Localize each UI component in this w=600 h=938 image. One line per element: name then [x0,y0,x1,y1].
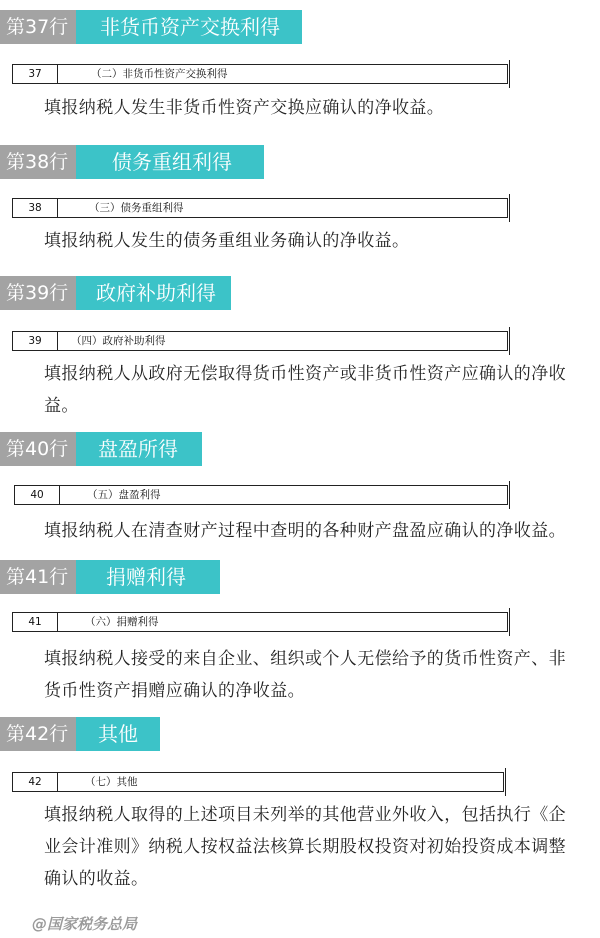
row-item: （七）其他 [85,776,138,788]
form-row [12,331,508,351]
section-header [0,10,302,44]
section-title: 非货币资产交换利得 [76,10,302,44]
row-item: （二）非货币性资产交换利得 [91,68,228,80]
description: 填报纳税人从政府无偿取得货币性资产或非货币性资产应确认的净收益。 [44,364,566,416]
form-row [12,198,508,218]
form-row [14,485,508,505]
row-number: 39 [28,335,42,347]
description: 填报纳税人在清查财产过程中查明的各种财产盘盈应确认的净收益。 [44,521,566,541]
section-title: 政府补助利得 [76,276,231,310]
section-title: 盘盈所得 [76,432,202,466]
section-header [0,717,160,751]
line-label: 第37行 [0,10,76,44]
section-header [0,560,220,594]
row-number: 41 [28,616,42,628]
section-title: 债务重组利得 [76,145,264,179]
form-row [12,612,508,632]
line-label: 第42行 [0,717,76,751]
form-row [12,772,504,792]
line-label: 第40行 [0,432,76,466]
row-item: （五）盘盈利得 [87,489,161,501]
section-header [0,145,264,179]
row-number: 37 [28,68,42,80]
description: 填报纳税人发生的债务重组业务确认的净收益。 [44,231,410,251]
row-item: （六）捐赠利得 [85,616,159,628]
row-number: 40 [30,489,44,501]
section-header [0,276,231,310]
section-title: 捐赠利得 [76,560,220,594]
section-title: 其他 [76,717,160,751]
description: 填报纳税人发生非货币性资产交换应确认的净收益。 [44,98,445,118]
description: 填报纳税人接受的来自企业、组织或个人无偿给予的货币性资产、非货币性资产捐赠应确认的净收益。 [44,649,566,701]
line-label: 第38行 [0,145,76,179]
row-item: （三）债务重组利得 [89,202,184,214]
form-row [12,64,508,84]
description: 填报纳税人取得的上述项目未列举的其他营业外收入，包括执行《企业会计准则》纳税人按权益法核算长期股权投资对初始投资成本调整确认的收益。 [44,805,566,889]
row-number: 38 [28,202,42,214]
section-header [0,432,202,466]
row-item: （四）政府补助利得 [71,335,166,347]
line-label: 第41行 [0,560,76,594]
row-number: 42 [28,776,42,788]
line-label: 第39行 [0,276,76,310]
source-watermark: @国家税务总局 [32,915,138,933]
